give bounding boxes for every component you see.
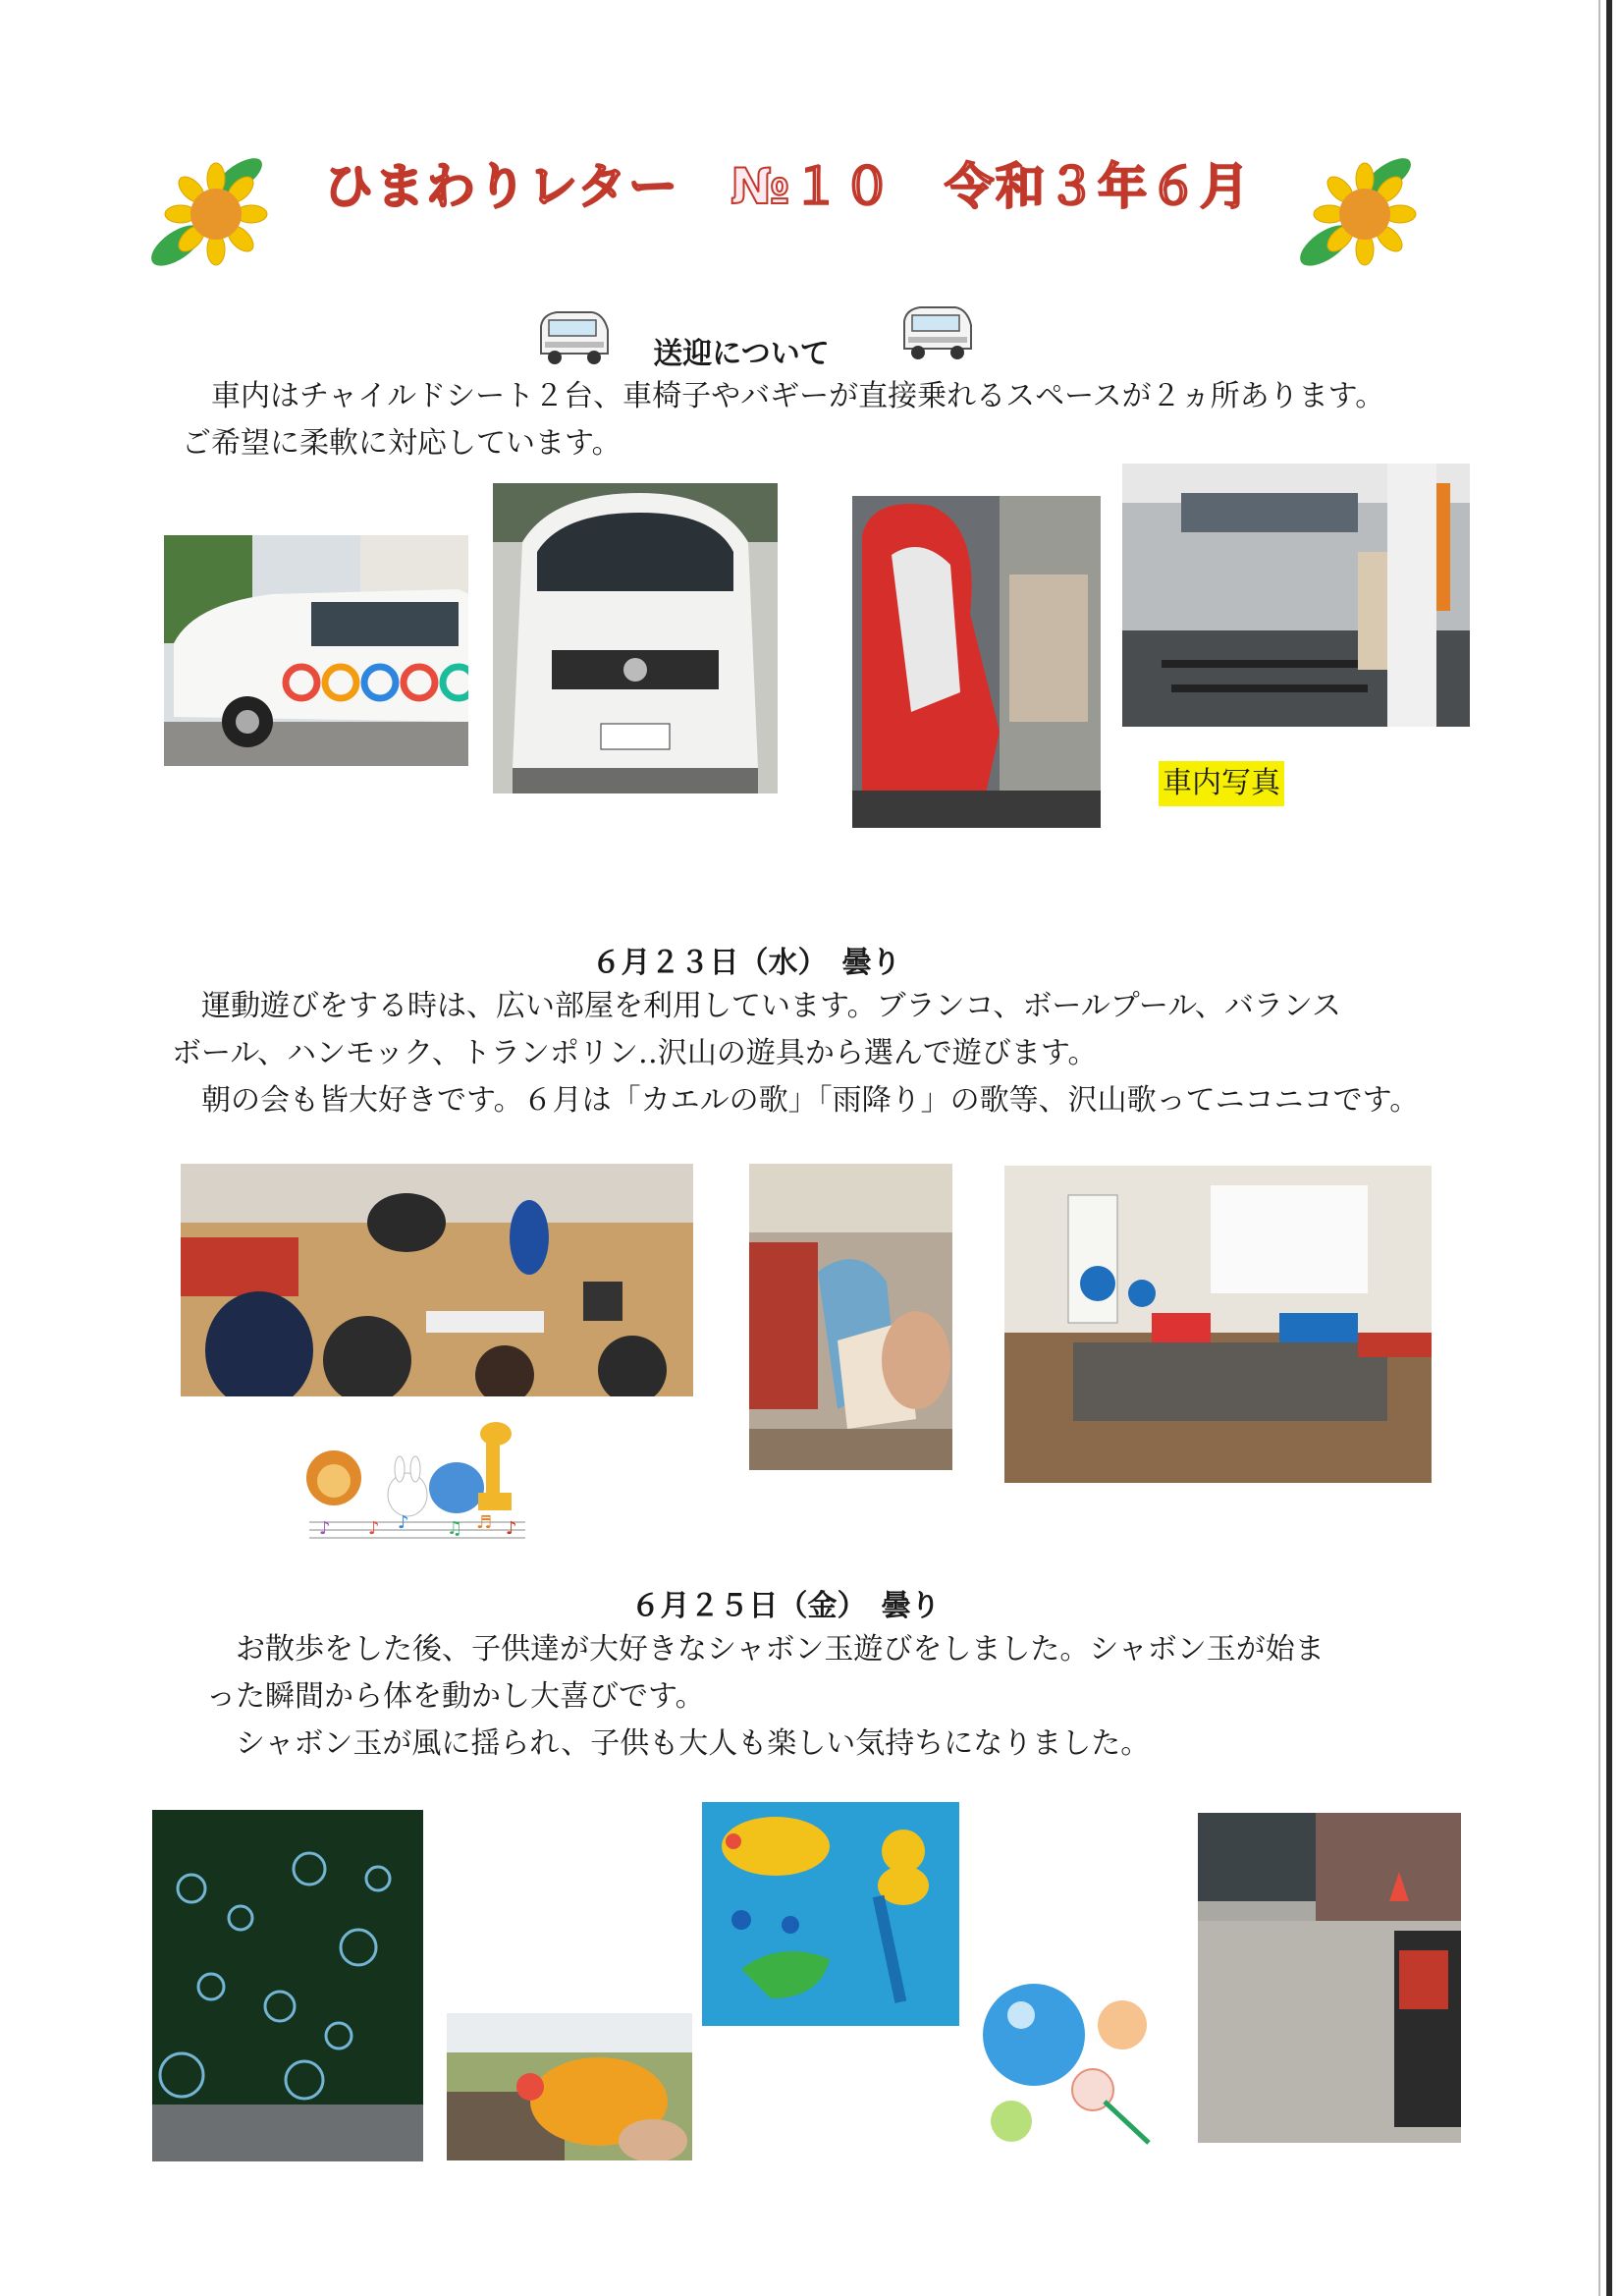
van-side-photo	[164, 535, 468, 766]
animal-music-illustration	[299, 1414, 535, 1547]
sunflower-icon	[145, 147, 273, 275]
circle-time-photo	[181, 1164, 693, 1396]
svg-text:♪: ♪	[506, 1518, 517, 1539]
paragraph-line: ボール、ハンモック、トランポリン‥沢山の遊具から選んで遊びます。	[172, 1036, 1098, 1070]
svg-text:♪: ♪	[368, 1518, 380, 1539]
van-icon	[898, 300, 977, 368]
paragraph-line: シャボン玉が風に揺られ、子供も大人も楽しい気持ちになりました。	[206, 1726, 1151, 1761]
play-room-photo	[1004, 1166, 1432, 1483]
svg-text:♫: ♫	[447, 1518, 463, 1539]
bubbles-garden-photo	[152, 1810, 423, 2161]
paragraph-line: 車内はチャイルドシート２台、車椅子やバギーが直接乗れるスペースが２ヵ所あります。	[182, 379, 1385, 413]
paragraph-line: お散歩をした後、子供達が大好きなシャボン玉遊びをしました。シャボン玉が始ま	[206, 1632, 1325, 1667]
interior-photo-caption: 車内写真	[1159, 761, 1284, 806]
paragraph-line: 朝の会も皆大好きです。６月は「カエルの歌」「雨降り」の歌等、沢山歌ってニコニコです。	[172, 1083, 1420, 1118]
paragraph-line: 運動遊びをする時は、広い部屋を利用しています。ブランコ、ボールプール、バランス	[172, 989, 1341, 1023]
svg-text:♪: ♪	[398, 1512, 409, 1533]
van-interior-photo	[1122, 464, 1470, 727]
newsletter-title: ひまわりレター №１０ 令和３年６月	[324, 158, 1252, 215]
fish-bubble-toy-photo	[447, 2013, 692, 2160]
section-heading-transport: 送迎について	[653, 337, 830, 371]
parking-lot-photo	[1198, 1813, 1461, 2143]
section-heading-june25: ６月２５日（金） 曇り	[630, 1589, 941, 1623]
svg-text:♬: ♬	[476, 1512, 493, 1533]
paragraph-line: ご希望に柔軟に対応しています。	[182, 426, 622, 461]
scan-edge	[1606, 0, 1612, 2296]
bubbles-illustration	[977, 1974, 1154, 2146]
paragraph-line: った瞬間から体を動かし大喜びです。	[206, 1679, 705, 1714]
van-icon	[535, 304, 614, 373]
child-seat-photo	[852, 496, 1101, 828]
bubble-guns-photo	[702, 1802, 959, 2026]
sunflower-icon	[1294, 147, 1422, 275]
van-front-photo	[493, 483, 778, 793]
svg-text:♪: ♪	[319, 1518, 331, 1539]
section-heading-june23: ６月２３日（水） 曇り	[591, 946, 901, 980]
frog-puppet-photo	[749, 1164, 952, 1470]
scan-edge-light	[1598, 0, 1600, 2296]
